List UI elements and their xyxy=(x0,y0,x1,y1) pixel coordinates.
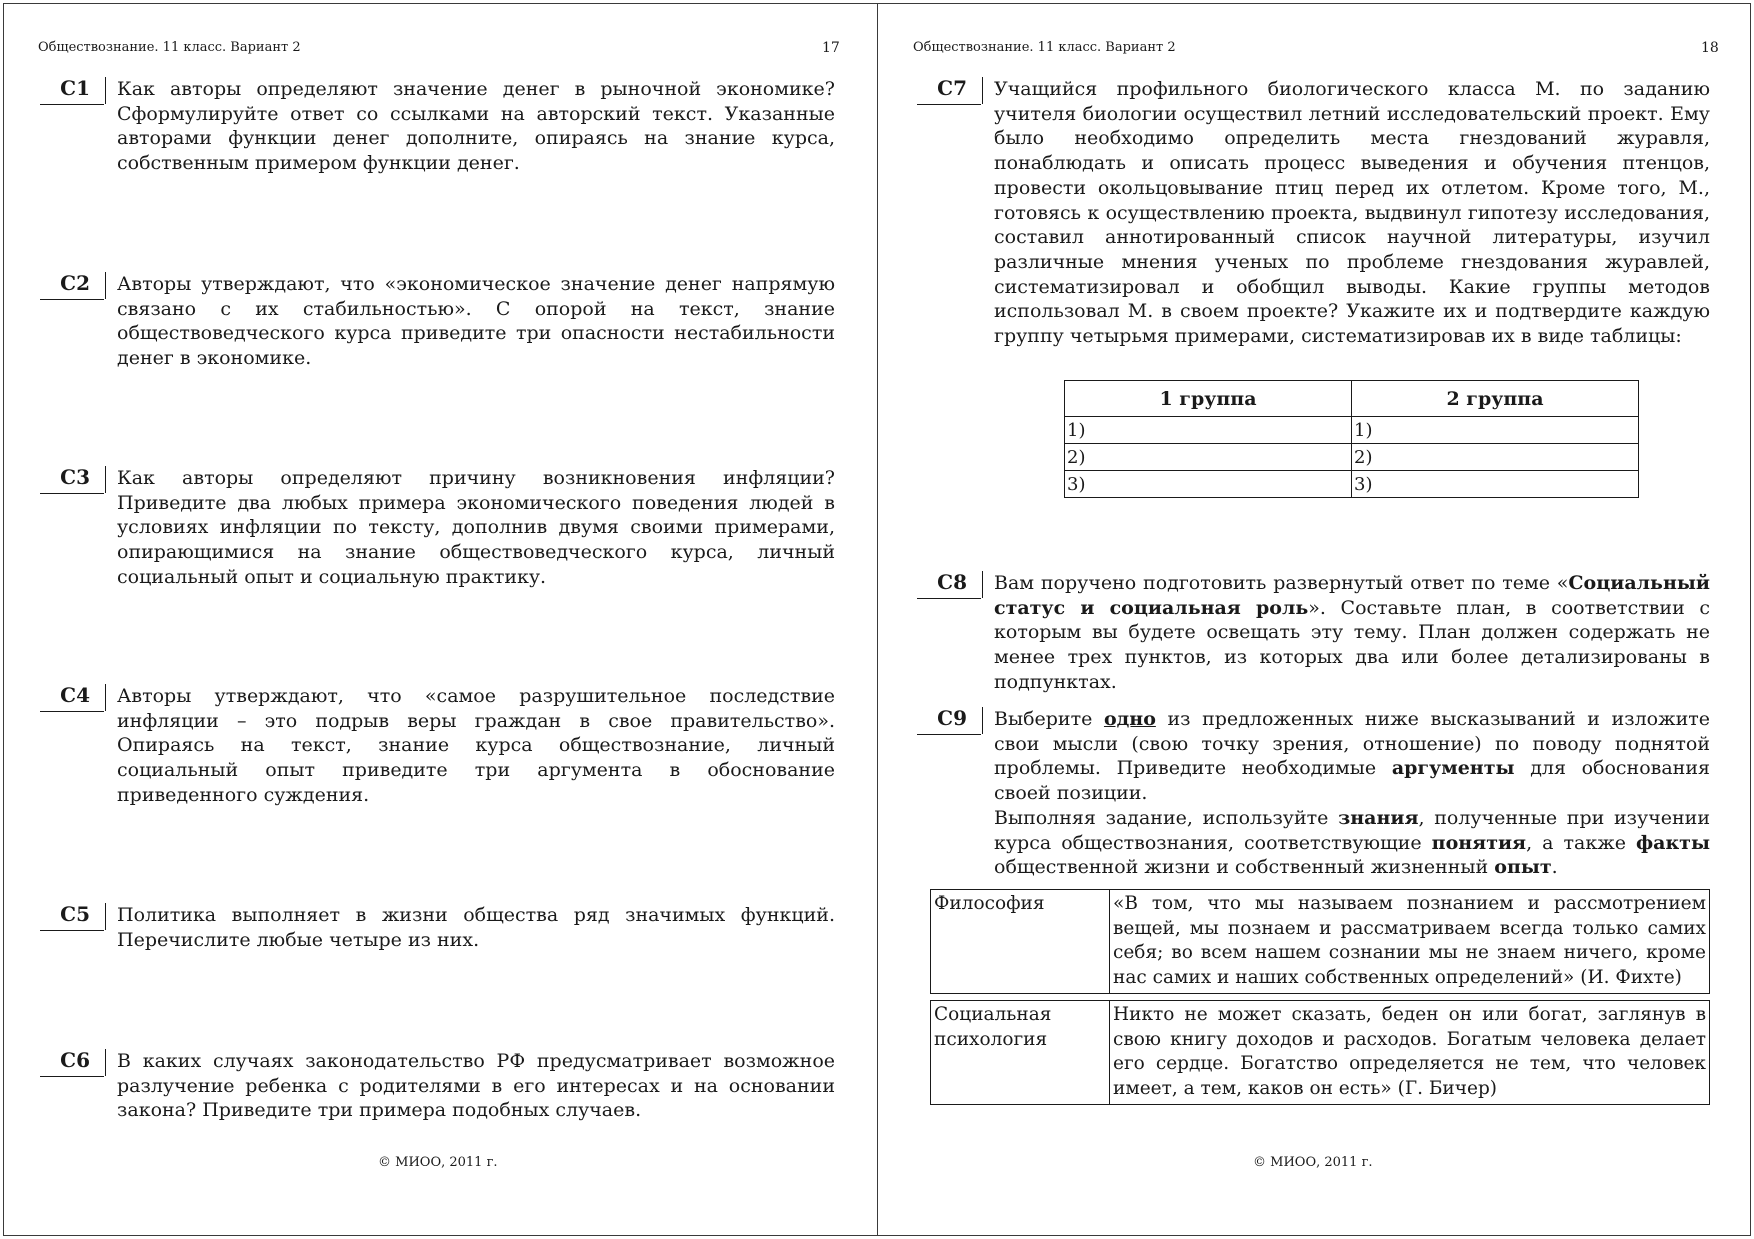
table-row xyxy=(931,1001,1710,1105)
task-text: Авторы утверждают, что «самое разрушительное последствие инфляции – это подрыв веры граждан в свое правительство». Опираясь на текст, знание курса обществознание, личный социальный опыт приведите три аргумента в обоснование приведенного суждения. xyxy=(117,685,835,806)
quote-text: Никто не может сказать, беден он или богат, заглянув в свою книгу доходов и расходов. Богатым человека делает его сердце. Богатство определяется не тем, что человек имеет, а тем, каков он есть» (Г. Бичер) xyxy=(1110,1001,1710,1105)
table-cell: 2) xyxy=(1065,444,1352,471)
table-cell: 2) xyxy=(1352,444,1639,471)
left-page xyxy=(4,3,876,1236)
task-text: Как авторы определяют значение денег в рыночной экономике? Сформулируйте ответ со ссылками на авторский текст. Указанные авторами функции денег дополните, опираясь на знание курса, собственным примером функции денег. xyxy=(117,78,835,175)
task-label-rule xyxy=(105,684,106,711)
quotes-table xyxy=(930,889,1710,1105)
table-cell: 3) xyxy=(1352,471,1639,498)
task-text xyxy=(994,707,1710,880)
task-label-rule xyxy=(982,707,983,734)
task-text: Вам поручено подготовить развернутый ответ по теме «Социальный статус и социальная роль». Составьте план, в соответствии с которым вы будете освещать эту тему. План должен содержать не менее трех пунктов, из которых два или более детализированы в подпунктах. xyxy=(994,572,1710,693)
table-header-cell: 1 группа xyxy=(1065,381,1352,417)
task-label: C1 xyxy=(40,77,104,105)
page-header: Обществознание. 11 класс. Вариант 2 xyxy=(38,40,301,55)
table-cell: 1) xyxy=(1065,417,1352,444)
task-label-rule xyxy=(105,903,106,930)
method-groups-table xyxy=(1064,380,1639,498)
task-label-rule xyxy=(982,77,983,104)
table-row xyxy=(1065,444,1639,471)
task-label: C7 xyxy=(917,77,981,105)
task-label: C5 xyxy=(40,903,104,931)
quote-field: Философия xyxy=(931,890,1110,994)
page-footer: © МИОО, 2011 г. xyxy=(1253,1155,1373,1170)
task-label: C6 xyxy=(40,1049,104,1077)
task-label-rule xyxy=(105,272,106,299)
task-label-rule xyxy=(105,466,106,493)
task-paragraph: Выберите одно из предложенных ниже высказываний и изложите свои мысли (свою точку зрения, отношение) по поводу поднятой проблемы. Приведите необходимые аргументы для обоснования своей позиции. xyxy=(994,708,1710,805)
page-footer: © МИОО, 2011 г. xyxy=(378,1155,498,1170)
task-text: Политика выполняет в жизни общества ряд значимых функций. Перечислите любые четыре из них. xyxy=(117,904,835,951)
task-text: В каких случаях законодательство РФ предусматривает возможное разлучение ребенка с родителями в его интересах и на основании закона? Приведите три примера подобных случаев. xyxy=(117,1050,835,1122)
task-label: C9 xyxy=(917,707,981,735)
right-page xyxy=(879,3,1750,1236)
page-divider xyxy=(877,3,878,1236)
task-label: C4 xyxy=(40,684,104,712)
task-label-rule xyxy=(105,1049,106,1076)
page-header: Обществознание. 11 класс. Вариант 2 xyxy=(913,40,1176,55)
task-label: C3 xyxy=(40,466,104,494)
task-label-rule xyxy=(105,77,106,104)
task-label: C8 xyxy=(917,571,981,599)
task-text: Авторы утверждают, что «экономическое значение денег напрямую связано с их стабильностью». С опорой на текст, знание обществоведческого курса приведите три опасности нестабильности денег в экономике. xyxy=(117,273,835,370)
task-label: C2 xyxy=(40,272,104,300)
page-number: 18 xyxy=(1701,40,1719,56)
quote-field: Социальная психология xyxy=(931,1001,1110,1105)
table-row xyxy=(931,890,1710,994)
table-cell: 3) xyxy=(1065,471,1352,498)
table-cell: 1) xyxy=(1352,417,1639,444)
page-number: 17 xyxy=(822,40,840,56)
table-header-cell: 2 группа xyxy=(1352,381,1639,417)
quote-text: «В том, что мы называем познанием и рассмотрением вещей, мы познаем и рассматриваем всегда только самих себя; во всем нашем сознании мы не знаем ничего, кроме нас самих и наших собственных определений» (И. Фихте) xyxy=(1110,890,1710,994)
task-paragraph: Выполняя задание, используйте знания, полученные при изучении курса обществознания, соответствующие понятия, а также факты общественной жизни и собственный жизненный опыт. xyxy=(994,806,1710,879)
task-label-rule xyxy=(982,571,983,598)
task-text: Учащийся профильного биологического класса М. по заданию учителя биологии осуществил летний исследовательский проект. Ему было необходимо определить места гнездований журавля, понаблюдать и описать процесс выведения и обучения птенцов, провести окольцовывание птиц перед их отлетом. Кроме того, М., готовясь к осуществлению проекта, выдвинул гипотезу исследования, составил аннотированный список научной литературы, изучил различные мнения ученых по проблеме гнездования журавлей, систематизировал и обобщил выводы. Какие группы методов использовал М. в своем проекте? Укажите их и подтвердите каждую группу четырьмя примерами, систематизировав их в виде таблицы: xyxy=(994,78,1710,348)
table-row xyxy=(1065,471,1639,498)
task-text: Как авторы определяют причину возникновения инфляции? Приведите два любых примера экономического поведения людей в условиях инфляции по тексту, дополнив двумя своими примерами, опирающимися на знание обществоведческого курса, личный социальный опыт и социальную практику. xyxy=(117,467,835,588)
table-header-row xyxy=(1065,381,1639,417)
table-row xyxy=(1065,417,1639,444)
